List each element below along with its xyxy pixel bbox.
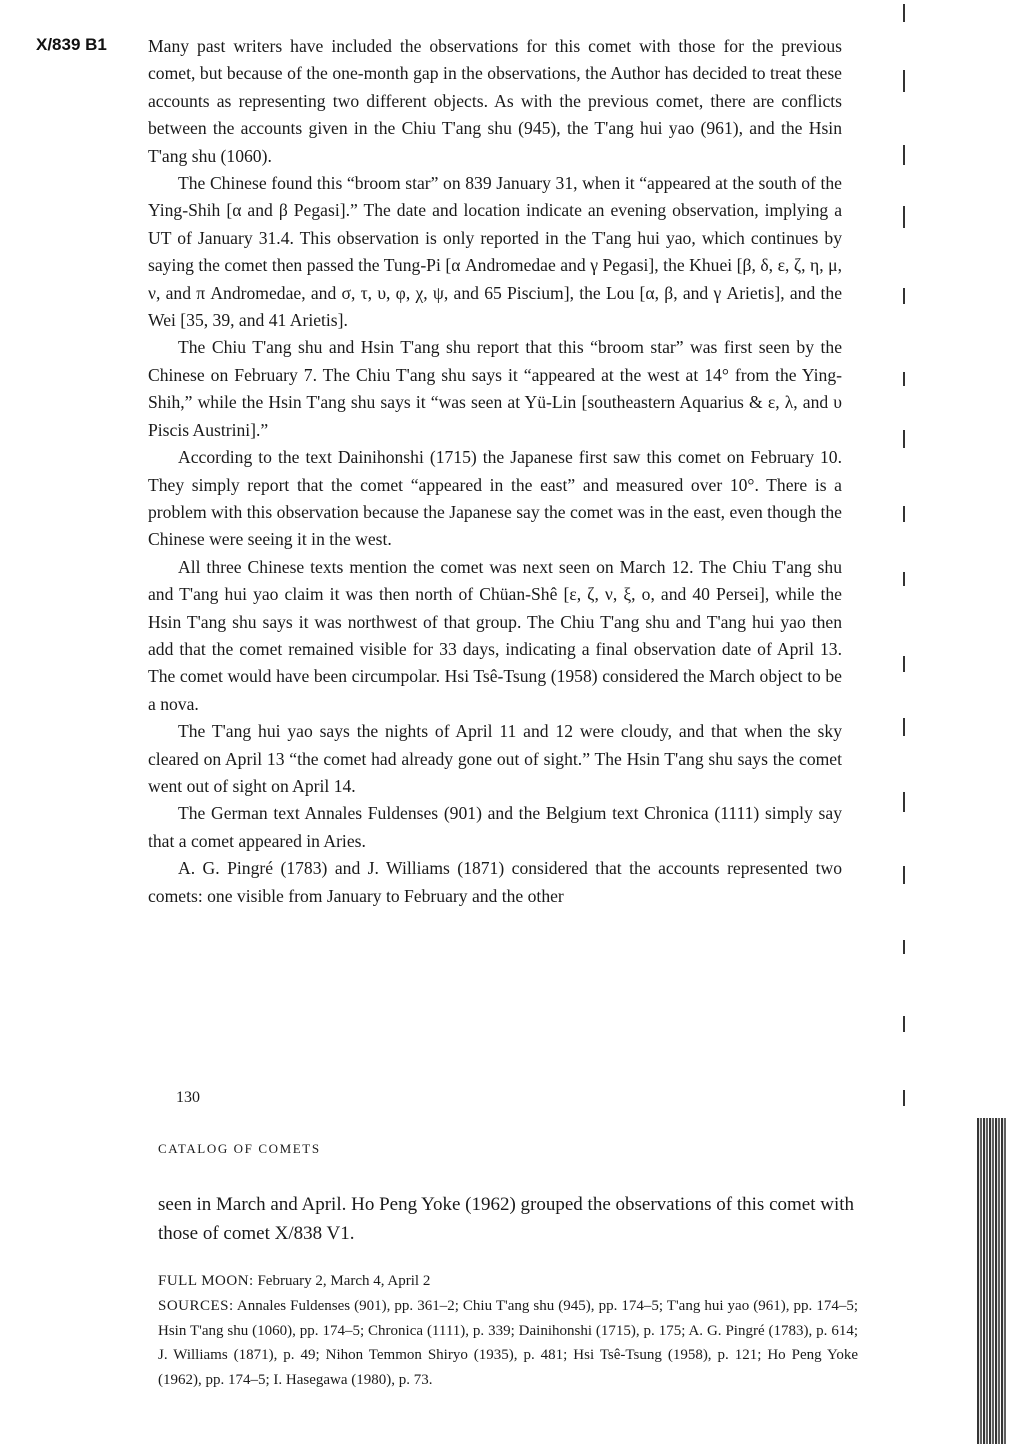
paragraph: Many past writers have included the observations for this comet with those for the previous comet, but because of the one-month gap in the observations, the Author has decided to treat these accounts as representing two different objects. As with the previous comet, there are conflicts between the accounts given in the Chiu T'ang shu (945), the T'ang hui yao (961), and the Hsin T'ang shu (1060). xyxy=(148,36,842,166)
paragraph: seen in March and April. Ho Peng Yoke (1962) grouped the observations of this comet with those of comet X/838 V1. xyxy=(158,1194,855,1244)
paragraph: According to the text Dainihonshi (1715) the Japanese first saw this comet on February 10. They simply report that the comet “appeared in the east” and measured over 10°. There is a problem with this observation because the Japanese say the comet was in the east, even though the Chinese were seeing it in the west. xyxy=(148,447,842,550)
paragraph: All three Chinese texts mention the comet was next seen on March 12. The Chiu T'ang shu and T'ang hui yao claim it was then north of Chüan-Shê [ε, ζ, ν, ξ, o, and 40 Persei], while the Hsin T'ang shu says it was northwest of that group. The Chiu T'ang shu and T'ang hui yao then add that the comet remained visible for 33 days, indicating a final observation date of April 13. The comet would have been circumpolar. Hsi Tsê-Tsung (1958) considered the March object to be a nova. xyxy=(148,556,842,714)
paragraph: A. G. Pingré (1783) and J. Williams (1871) considered that the accounts represented two comets: one visible from January to February and the other xyxy=(148,858,842,906)
paragraph: The T'ang hui yao says the nights of April 11 and 12 were cloudy, and that when the sky cleared on April 13 “the comet had already gone out of sight.” The Hsin T'ang shu says the comet went out of sight on April 14. xyxy=(148,721,842,796)
full-moon-line xyxy=(158,1269,858,1294)
full-moon-dates: February 2, March 4, April 2 xyxy=(257,1273,431,1289)
scan-margin-marks xyxy=(896,0,916,1120)
running-head: CATALOG OF COMETS xyxy=(158,1141,321,1156)
paragraph: The German text Annales Fuldenses (901) and the Belgium text Chronica (1111) simply say that a comet appeared in Aries. xyxy=(148,803,842,851)
sources-line xyxy=(158,1294,858,1393)
paragraph: The Chinese found this “broom star” on 839 January 31, when it “appeared at the south of the Ying-Shih [α and β Pegasi].” The date and location indicate an evening observation, implying a UT of January 31.4. This observation is only reported in the T'ang hui yao, which continues by saying the comet then passed the Tung-Pi [α Andromedae and γ Pegasi], the Khuei [β, δ, ε, ζ, η, μ, ν, and π Andromedae, and σ, τ, υ, φ, χ, ψ, and 65 Piscium], the Lou [α, β, and γ Arietis], and the Wei [35, 39, and 41 Arietis]. xyxy=(148,173,842,331)
continued-text xyxy=(158,1190,858,1248)
references xyxy=(158,1269,858,1393)
full-moon-label: FULL MOON: xyxy=(158,1273,254,1289)
comet-designation: X/839 B1 xyxy=(36,35,107,54)
sources-label: SOURCES: xyxy=(158,1297,234,1314)
page-number: 130 xyxy=(176,1089,200,1106)
entry-body xyxy=(148,33,842,910)
paragraph: The Chiu T'ang shu and Hsin T'ang shu report that this “broom star” was first seen by the Chinese on February 7. The Chiu T'ang shu says it “appeared at the west at 14° from the Ying-Shih,” while the Hsin T'ang shu says it “was seen at Yü-Lin [southeastern Aquarius & ε, λ, and υ Piscis Austrini].” xyxy=(148,337,842,440)
scan-edge-artifact xyxy=(977,1118,1007,1444)
sources-list: Annales Fuldenses (901), pp. 361–2; Chiu T'ang shu (945), pp. 174–5; T'ang hui yao (961), pp. 174–5; Hsin T'ang shu (1060), pp. 174–5; Chronica (1111), p. 339; Dainihonshi (1715), p. 175; A. G. Pingré (1783), p. 614; J. Williams (1871), p. 49; Nihon Temmon Shiryo (1935), p. 481; Hsi Tsê-Tsung (1958), p. 121; Ho Peng Yoke (1962), pp. 174–5; I. Hasegawa (1980), p. 73. xyxy=(158,1297,858,1389)
